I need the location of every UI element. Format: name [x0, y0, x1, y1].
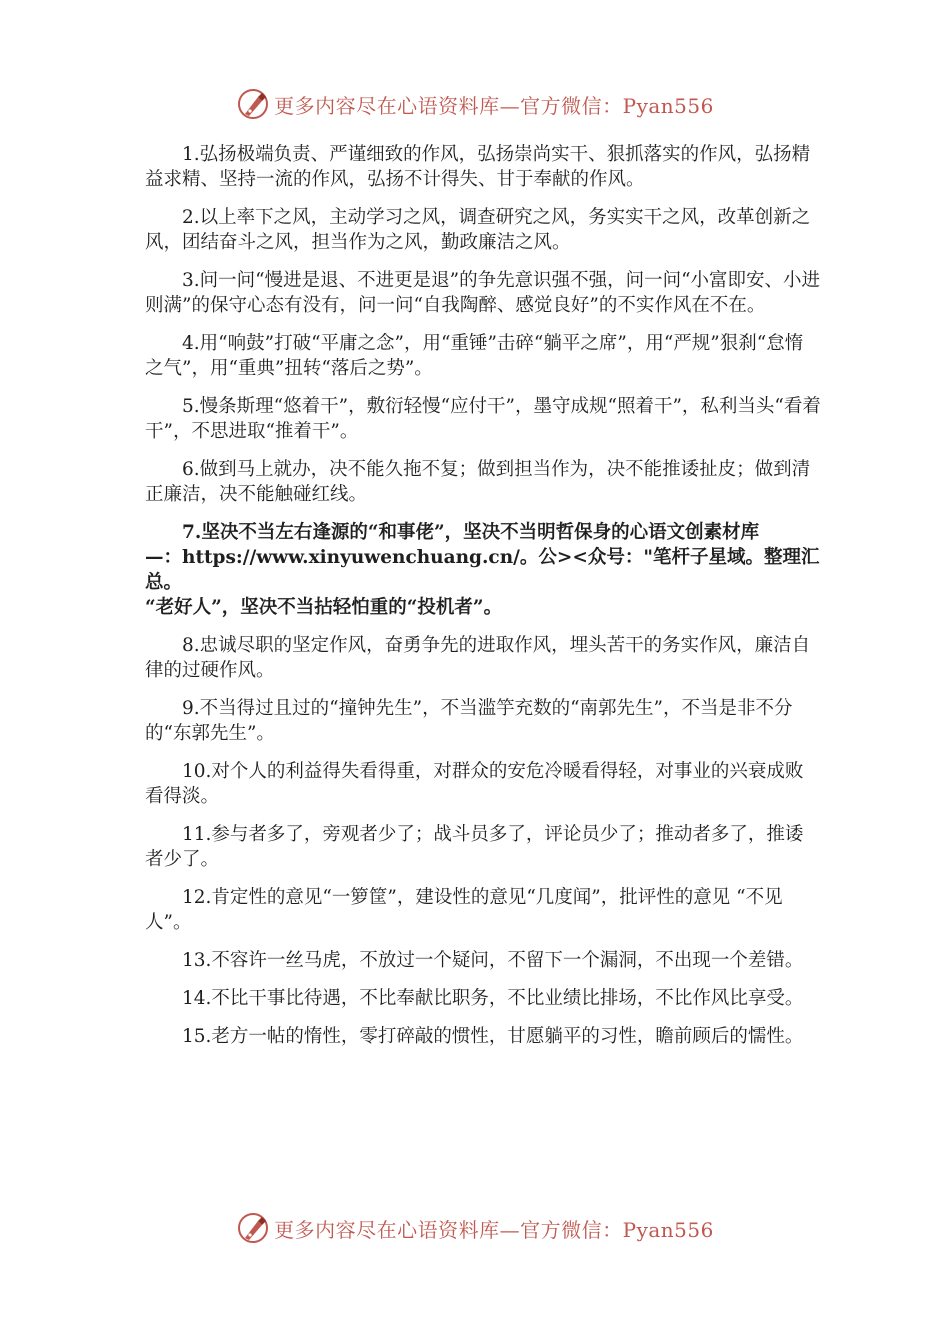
article-body — [145, 142, 821, 1062]
paragraph-3: 3.问一问“慢进是退、不进更是退”的争先意识强不强，问一问“小富即安、小进则满”的保守心态有没有，问一问“自我陶醉、感觉良好”的不实作风在不在。 — [145, 270, 821, 316]
pen-nib-logo-icon — [236, 87, 270, 121]
paragraph-14: 14.不比干事比待遇，不比奉献比职务，不比业绩比排场，不比作风比享受。 — [182, 988, 804, 1009]
pen-nib-logo-icon — [236, 1211, 270, 1245]
paragraph-13: 13.不容许一丝马虎，不放过一个疑问，不留下一个漏洞，不出现一个差错。 — [182, 950, 804, 971]
paragraph-9: 9.不当得过且过的“撞钟先生”，不当滥竽充数的“南郭先生”，不当是非不分的“东郭先生”。 — [145, 698, 793, 744]
paragraph-2: 2.以上率下之风，主动学习之风，调查研究之风，务实实干之风，改革创新之风，团结奋斗之风，担当作为之风，勤政廉洁之风。 — [145, 207, 811, 253]
paragraph-5: 5.慢条斯理“悠着干”，敷衍轻慢“应付干”，墨守成规“照着干”，私利当头“看着干”，不思进取“推着干”。 — [145, 396, 821, 442]
paragraph-4: 4.用“响鼓”打破“平庸之念”，用“重锤”击碎“躺平之席”，用“严规”狠刹“怠惰之气”，用“重典”扭转“落后之势”。 — [145, 333, 804, 379]
header-banner — [0, 86, 950, 122]
paragraph-1: 1.弘扬极端负责、严谨细致的作风，弘扬崇尚实干、狠抓落实的作风，弘扬精益求精、坚持一流的作风，弘扬不计得失、甘于奉献的作风。 — [145, 144, 811, 190]
paragraph-8: 8.忠诚尽职的坚定作风，奋勇争先的进取作风，埋头苦干的务实作风，廉洁自律的过硬作风。 — [145, 635, 811, 681]
header-banner-text: 更多内容尽在心语资料库—官方微信：Pyan556 — [274, 93, 714, 118]
paragraph-6: 6.做到马上就办，决不能久拖不复；做到担当作为，决不能推诿扯皮；做到清正廉洁，决不能触碰红线。 — [145, 459, 811, 505]
paragraph-10: 10.对个人的利益得失看得重，对群众的安危冷暖看得轻，对事业的兴衰成败看得淡。 — [145, 761, 804, 807]
paragraph-15: 15.老方一帖的惰性，零打碎敲的惯性，甘愿躺平的习性，瞻前顾后的懦性。 — [182, 1026, 804, 1047]
paragraph-7 — [145, 520, 821, 620]
paragraph-7-line-1: 7.坚决不当左右逢源的“和事佬”，坚决不当明哲保身的心语文创素材库 — [182, 522, 760, 543]
paragraph-7-line-3: “老好人”，坚决不当拈轻怕重的“投机者”。 — [145, 597, 503, 618]
paragraph-12: 12.肯定性的意见“一箩筐”，建设性的意见“几度闻”，批评性的意见 “不见人”。 — [145, 887, 783, 933]
footer-banner — [0, 1210, 950, 1246]
footer-banner-text: 更多内容尽在心语资料库—官方微信：Pyan556 — [274, 1217, 714, 1242]
paragraph-11: 11.参与者多了，旁观者少了；战斗员多了，评论员少了；推动者多了，推诿者少了。 — [145, 824, 804, 870]
paragraph-7-line-2: —：https://www.xinyuwenchuang.cn/。公><众号："笔杆子星域。整理汇总。 — [145, 547, 820, 593]
